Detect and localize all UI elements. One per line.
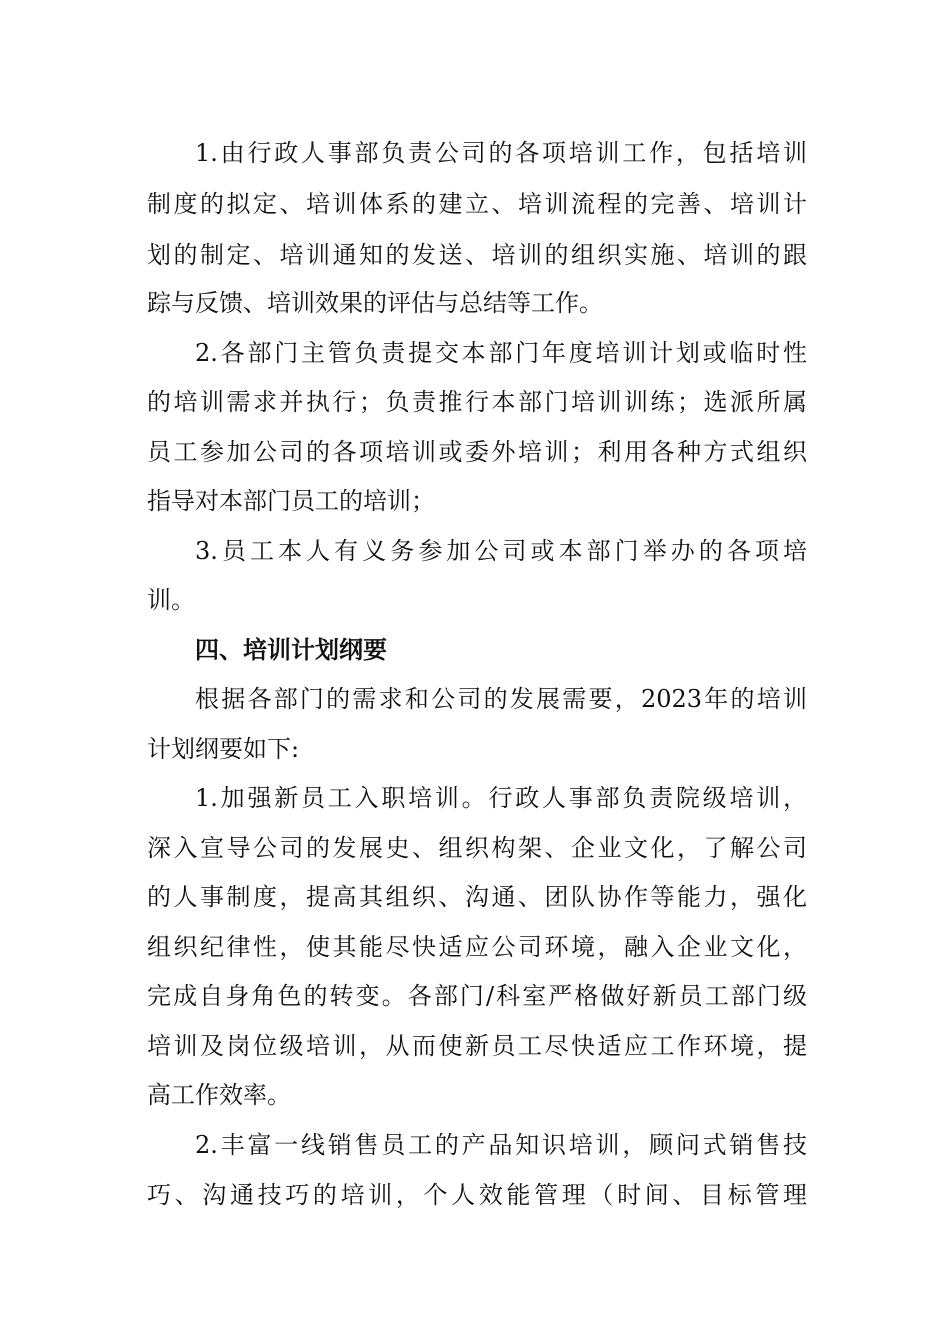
paragraph-2-line-3: 员工参加公司的各项培训或委外培训；利用各种方式组织: [147, 438, 807, 466]
item-1-line-3: 的人事制度，提高其组织、沟通、团队协作等能力，强化: [147, 883, 807, 911]
paragraph-3-line-1: 3.员工本人有义务参加公司或本部门举办的各项培: [195, 537, 807, 565]
paragraph-1-line-1: 1.由行政人事部负责公司的各项培训工作，包括培训: [195, 139, 807, 167]
paragraph-1-line-2: 制度的拟定、培训体系的建立、培训流程的完善、培训计: [147, 190, 807, 218]
item-1-line-6: 培训及岗位级培训，从而使新员工尽快适应工作环境，提: [147, 1032, 807, 1060]
intro-line-1: 根据各部门的需求和公司的发展需要，2023年的培训: [195, 685, 807, 713]
item-1-line-5: 完成自身角色的转变。各部门/科室严格做好新员工部门级: [147, 982, 807, 1010]
item-1-line-4: 组织纪律性，使其能尽快适应公司环境，融入企业文化，: [147, 933, 807, 961]
item-1-line-7: 高工作效率。: [147, 1081, 291, 1109]
paragraph-1-line-4: 踪与反馈、培训效果的评估与总结等工作。: [147, 289, 603, 317]
item-1-line-2: 深入宣导公司的发展史、组织构架、企业文化，了解公司: [147, 834, 807, 862]
paragraph-3-line-2: 训。: [147, 586, 195, 614]
item-1-line-1: 1.加强新员工入职培训。行政人事部负责院级培训，: [195, 784, 807, 812]
section-heading: 四、培训计划纲要: [195, 636, 387, 664]
intro-line-2: 计划纲要如下:: [147, 735, 300, 763]
paragraph-2-line-2: 的培训需求并执行；负责推行本部门培训训练；选派所属: [147, 388, 807, 416]
paragraph-2-line-4: 指导对本部门员工的培训；: [147, 487, 435, 515]
item-2-line-2: 巧、沟通技巧的培训，个人效能管理（时间、目标管理: [147, 1181, 807, 1209]
paragraph-1-line-3: 划的制定、培训通知的发送、培训的组织实施、培训的跟: [147, 241, 807, 269]
paragraph-2-line-1: 2.各部门主管负责提交本部门年度培训计划或临时性: [195, 339, 807, 367]
item-2-line-1: 2.丰富一线销售员工的产品知识培训，顾问式销售技: [195, 1131, 807, 1159]
